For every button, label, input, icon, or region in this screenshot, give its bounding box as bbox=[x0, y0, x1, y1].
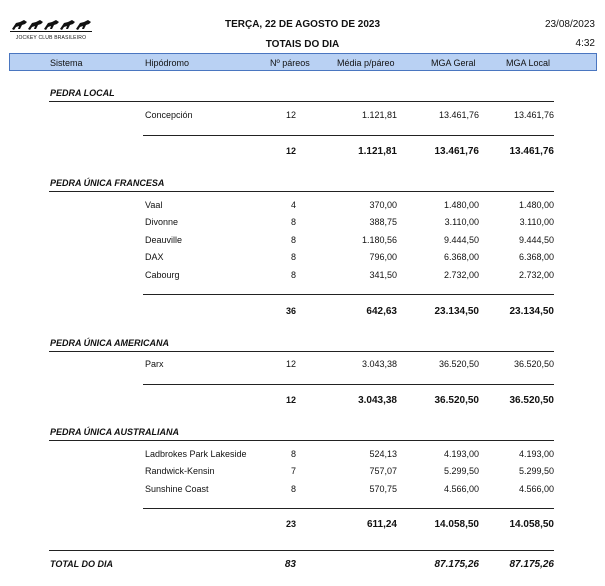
subtotal-rule bbox=[143, 294, 554, 295]
mga-local-value: 6.368,00 bbox=[518, 252, 554, 262]
section-rule bbox=[49, 101, 554, 102]
media-value: 3.043,38 bbox=[361, 359, 397, 369]
print-date: 23/08/2023 bbox=[544, 19, 595, 30]
pareos-value: 8 bbox=[290, 270, 296, 280]
report-date-heading: TERÇA, 22 DE AGOSTO DE 2023 bbox=[224, 19, 381, 30]
subtotal-mga-local: 13.461,76 bbox=[509, 146, 554, 157]
section-rule bbox=[49, 191, 554, 192]
mga-local-value: 4.566,00 bbox=[518, 484, 554, 494]
subtotal-pareos: 36 bbox=[285, 306, 296, 316]
media-value: 388,75 bbox=[369, 217, 397, 227]
media-value: 570,75 bbox=[369, 484, 397, 494]
media-value: 796,00 bbox=[369, 252, 397, 262]
column-header-mga-local: MGA Local bbox=[506, 58, 551, 68]
subtotal-media: 3.043,38 bbox=[358, 395, 397, 406]
hipodromo-name: Cabourg bbox=[145, 270, 180, 280]
grand-total-rule bbox=[49, 550, 554, 551]
mga-local-value: 2.732,00 bbox=[518, 270, 554, 280]
pareos-value: 4 bbox=[290, 200, 296, 210]
mga-local-value: 9.444,50 bbox=[518, 235, 554, 245]
mga-geral-value: 3.110,00 bbox=[444, 217, 479, 227]
subtotal-mga-local: 23.134,50 bbox=[509, 306, 554, 317]
subtotal-mga-local: 36.520,50 bbox=[509, 395, 554, 406]
pareos-value: 7 bbox=[290, 466, 296, 476]
mga-geral-value: 4.193,00 bbox=[443, 449, 479, 459]
subtotal-mga-geral: 14.058,50 bbox=[434, 519, 479, 530]
mga-local-value: 36.520,50 bbox=[513, 359, 554, 369]
mga-local-value: 4.193,00 bbox=[518, 449, 554, 459]
mga-geral-value: 9.444,50 bbox=[443, 235, 479, 245]
section-title: PEDRA ÚNICA AUSTRALIANA bbox=[50, 427, 179, 437]
subtotal-rule bbox=[143, 135, 554, 136]
subtotal-mga-local: 14.058,50 bbox=[509, 519, 554, 530]
subtotal-media: 1.121,81 bbox=[358, 146, 397, 157]
column-header-hipodromo: Hipódromo bbox=[145, 58, 190, 68]
media-value: 757,07 bbox=[369, 466, 397, 476]
mga-local-value: 5.299,50 bbox=[518, 466, 554, 476]
section-rule bbox=[49, 351, 554, 352]
media-value: 341,50 bbox=[369, 270, 397, 280]
section-title: PEDRA ÚNICA FRANCESA bbox=[50, 178, 165, 188]
pareos-value: 12 bbox=[285, 359, 296, 369]
subtotal-pareos: 23 bbox=[285, 519, 296, 529]
subtotal-rule bbox=[143, 384, 554, 385]
pareos-value: 8 bbox=[290, 484, 296, 494]
grand-total-mga-local: 87.175,26 bbox=[509, 559, 554, 570]
section-title: PEDRA ÚNICA AMERICANA bbox=[50, 338, 169, 348]
mga-geral-value: 4.566,00 bbox=[443, 484, 479, 494]
pareos-value: 8 bbox=[290, 449, 296, 459]
column-header-mga-geral: MGA Geral bbox=[431, 58, 476, 68]
pareos-value: 8 bbox=[290, 235, 296, 245]
column-header-sistema: Sistema bbox=[50, 58, 83, 68]
mga-geral-value: 13.461,76 bbox=[438, 110, 479, 120]
media-value: 1.180,56 bbox=[361, 235, 397, 245]
logo-caption: JOCKEY CLUB BRASILEIRO bbox=[15, 35, 87, 41]
subtotal-mga-geral: 36.520,50 bbox=[434, 395, 479, 406]
pareos-value: 8 bbox=[290, 252, 296, 262]
subtotal-mga-geral: 23.134,50 bbox=[434, 306, 479, 317]
media-value: 524,13 bbox=[369, 449, 397, 459]
section-rule bbox=[49, 440, 554, 441]
print-time: 4:32 bbox=[575, 38, 595, 49]
subtotal-media: 642,63 bbox=[366, 306, 397, 317]
mga-geral-value: 2.732,00 bbox=[443, 270, 479, 280]
mga-local-value: 1.480,00 bbox=[518, 200, 554, 210]
report-title: TOTAIS DO DIA bbox=[265, 39, 340, 50]
hipodromo-name: Deauville bbox=[145, 235, 183, 245]
grand-total-pareos: 83 bbox=[284, 559, 296, 570]
hipodromo-name: Divonne bbox=[145, 217, 179, 227]
mga-geral-value: 36.520,50 bbox=[438, 359, 479, 369]
subtotal-pareos: 12 bbox=[285, 146, 296, 156]
hipodromo-name: DAX bbox=[145, 252, 164, 262]
pareos-value: 8 bbox=[290, 217, 296, 227]
pareos-value: 12 bbox=[285, 110, 296, 120]
media-value: 370,00 bbox=[369, 200, 397, 210]
column-header-pareos: Nº páreos bbox=[270, 58, 310, 68]
mga-local-value: 3.110,00 bbox=[519, 217, 554, 227]
hipodromo-name: Concepción bbox=[145, 110, 193, 120]
mga-geral-value: 5.299,50 bbox=[443, 466, 479, 476]
hipodromo-name: Sunshine Coast bbox=[145, 484, 209, 494]
mga-geral-value: 1.480,00 bbox=[443, 200, 479, 210]
media-value: 1.121,81 bbox=[361, 110, 397, 120]
grand-total-label: TOTAL DO DIA bbox=[50, 559, 113, 569]
hipodromo-name: Vaal bbox=[145, 200, 163, 210]
mga-local-value: 13.461,76 bbox=[513, 110, 554, 120]
grand-total-mga-geral: 87.175,26 bbox=[434, 559, 479, 570]
hipodromo-name: Parx bbox=[145, 359, 164, 369]
subtotal-rule bbox=[143, 508, 554, 509]
hipodromo-name: Randwick-Kensin bbox=[145, 466, 215, 476]
subtotal-mga-geral: 13.461,76 bbox=[434, 146, 479, 157]
hipodromo-name: Ladbrokes Park Lakeside bbox=[145, 449, 247, 459]
subtotal-pareos: 12 bbox=[285, 395, 296, 405]
mga-geral-value: 6.368,00 bbox=[443, 252, 479, 262]
section-title: PEDRA LOCAL bbox=[50, 88, 115, 98]
subtotal-media: 611,24 bbox=[366, 519, 397, 530]
column-header-media: Média p/páreo bbox=[337, 58, 395, 68]
